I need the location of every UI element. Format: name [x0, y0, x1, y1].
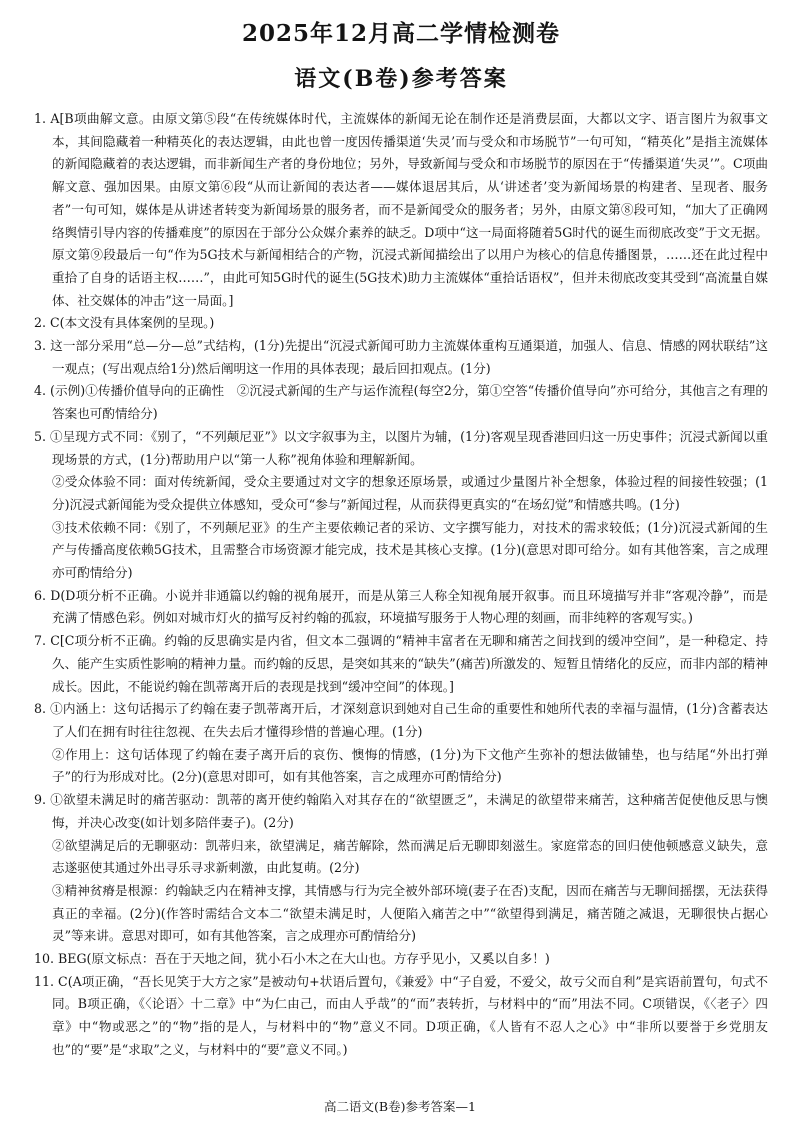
answer-5-point-2: ②受众体验不同：面对传统新闻，受众主要通过对文字的想象还原场景，或通过少量图片补全想象，体验过程的间接性较强；(1分)沉浸式新闻能为受众提供立体感知，受众可“参与”新闻过程，从而获得更真实的“在场幻觉”和情感共鸣。(1分): [52, 474, 768, 512]
page-footer: 高二语文(B卷)参考答案—1: [324, 1099, 476, 1114]
page-subtitle: 语文(B卷)参考答案: [294, 66, 508, 92]
answer-list: [34, 108, 768, 1062]
answer-9-point-2: ②欲望满足后的无聊驱动：凯蒂归来，欲望满足，痛苦解除，然而满足后无聊即刻滋生。家庭常态的回归使他顿感意义缺失，意志遂驱使其通过外出寻乐寻求新刺激，由此复萌。(2分): [52, 837, 768, 876]
answer-5-point-3: ③技术依赖不同：《别了，不列颠尼亚》的生产主要依赖记者的采访、文字撰写能力，对技术的需求较低；(1分)沉浸式新闻的生产与传播高度依赖5G技术，且需整合市场资源才能完成，技术是其核心支撑。(1分)(意思对即可给分。如有其他答案，言之成理亦可酌情给分): [52, 519, 768, 581]
answer-1: 1. A[B项曲解文意。由原文第⑤段“在传统媒体时代，主流媒体的新闻无论在制作还是消费层面，大都以文字、语言图片为叙事文本，其间隐藏着一种精英化的表达逻辑，由此也曾一度因传播渠道‘失灵’而与受众和市场脱节”一句可知，“精英化”是指主流媒体的新闻隐藏着的表达逻辑，而非新闻生产者的身份地位；另外，导致新闻与受众和市场脱节的原因在于“传播渠道‘失灵’”。C项曲解文意、强加因果。由原文第⑥段“从而让新闻的表达者——媒体退居其后，从‘讲述者’变为新闻场景的构建者、呈现者、服务者”一句可知，媒体是从讲述者转变为新闻场景的服务者，而不是新闻受众的服务者；另外，由原文第⑧段可知，“加大了正确网络舆情引导内容的传播难度”的原因在于部分公众媒介素养的缺乏。D项中“这一局面将随着5G时代的诞生而彻底改变”于文无据。原文第⑨段最后一句“作为5G技术与新闻相结合的产物，沉浸式新闻描绘出了以用户为核心的信息传播图景，……还在此过程中重拾了自身的话语主权……”，由此可知5G时代的诞生(5G技术)助力主流媒体“重拾话语权”，但并未彻底改变其受到“高流量自媒体、社交媒体的冲击”这一局面。]: [34, 111, 768, 308]
page-title: 2025年12月高二学情检测卷: [241, 20, 561, 47]
answer-2: 2. C(本文没有具体案例的呈现。): [34, 315, 215, 331]
answer-8: 8. ①内涵上：这句话揭示了约翰在妻子凯蒂离开后，才深刻意识到她对自己生命的重要性和她所代表的幸福与温情，(1分)含蓄表达了人们在拥有时往往忽视、在失去后才懂得珍惜的普遍心理。(1分): [34, 701, 768, 739]
answer-3: 3. 这一部分采用“总—分—总”式结构，(1分)先提出“沉浸式新闻可助力主流媒体重构互通渠道，加强人、信息、情感的网状联结”这一观点；(写出观点给1分)然后阐明这一作用的具体表现；最后回扣观点。(1分): [34, 338, 768, 376]
answer-11: 11. C(A项正确，“吾长见笑于大方之家”是被动句+状语后置句，《兼爱》中“子自爱，不爱父，故亏父而自利”是宾语前置句，句式不同。B项正确，《〈论语〉十二章》中“为仁由己，而由人乎哉”的“而”表转折，与材料中的“而”用法不同。C项错误，《〈老子〉四章》中“物或恶之”的“物”指的是人，与材料中的“物”意义不同。D项正确，《人皆有不忍人之心》中“非所以要誉于乡党朋友也”的“要”是“求取”之义，与材料中的“要”意义不同。): [34, 973, 768, 1057]
answer-5: 5. ①呈现方式不同：《别了，“不列颠尼亚”》以文字叙事为主，以图片为辅，(1分)客观呈现香港回归这一历史事件；沉浸式新闻以重现场景的方式，(1分)帮助用户以“第一人称”视角体验和理解新闻。: [34, 428, 768, 467]
answer-9: 9. ①欲望未满足时的痛苦驱动：凯蒂的离开使约翰陷入对其存在的“欲望匮乏”，未满足的欲望带来痛苦，这种痛苦促使他反思与懊悔，并决心改变(如计划多陪伴妻子)。(2分): [34, 792, 768, 830]
answer-8-point-2: ②作用上：这句话体现了约翰在妻子离开后的哀伤、懊悔的情感，(1分)为下文他产生弥补的想法做铺垫，也与结尾“外出打弹子”的行为形成对比。(2分)(意思对即可，如有其他答案，言之成理亦可酌情给分): [52, 746, 768, 785]
answer-7: 7. C[C项分析不正确。约翰的反思确实是内省，但文本二强调的“精神丰富者在无聊和痛苦之间找到的缓冲空间”，是一种稳定、持久、能产生实质性影响的精神力量。而约翰的反思，是突如其来的“缺失”(痛苦)所激发的、短暂且情绪化的反应，而非内部的精神成长。因此，不能说约翰在凯蒂离开后的表现是找到“缓冲空间”的体现。]: [34, 633, 768, 694]
answer-6: 6. D(D项分析不正确。小说并非通篇以约翰的视角展开，而是从第三人称全知视角展开叙事。而且环境描写并非“客观冷静”，而是充满了情感色彩。例如对城市灯火的描写反衬约翰的孤寂，环境描写服务于人物心理的刻画，而非纯粹的客观写实。): [34, 587, 768, 626]
answer-9-point-3: ③精神贫瘠是根源：约翰缺乏内在精神支撑，其情感与行为完全被外部环境(妻子在否)支配，因而在痛苦与无聊间摇摆，无法获得真正的幸福。(2分)(作答时需结合文本二“欲望未满足时，人便陷入痛苦之中”“欲望得到满足，痛苦随之减退，无聊很快占据心灵”等来讲。意思对即可，如有其他答案，言之成理亦可酌情给分): [52, 882, 768, 944]
answer-4: 4. (示例)①传播价值导向的正确性 ②沉浸式新闻的生产与运作流程(每空2分，第①空答“传播价值导向”亦可给分，其他言之有理的答案也可酌情给分): [34, 383, 768, 422]
answer-10: 10. BEG(原文标点：吾在于天地之间，犹小石小木之在大山也。方存乎见小，又奚以自多！): [34, 951, 550, 967]
